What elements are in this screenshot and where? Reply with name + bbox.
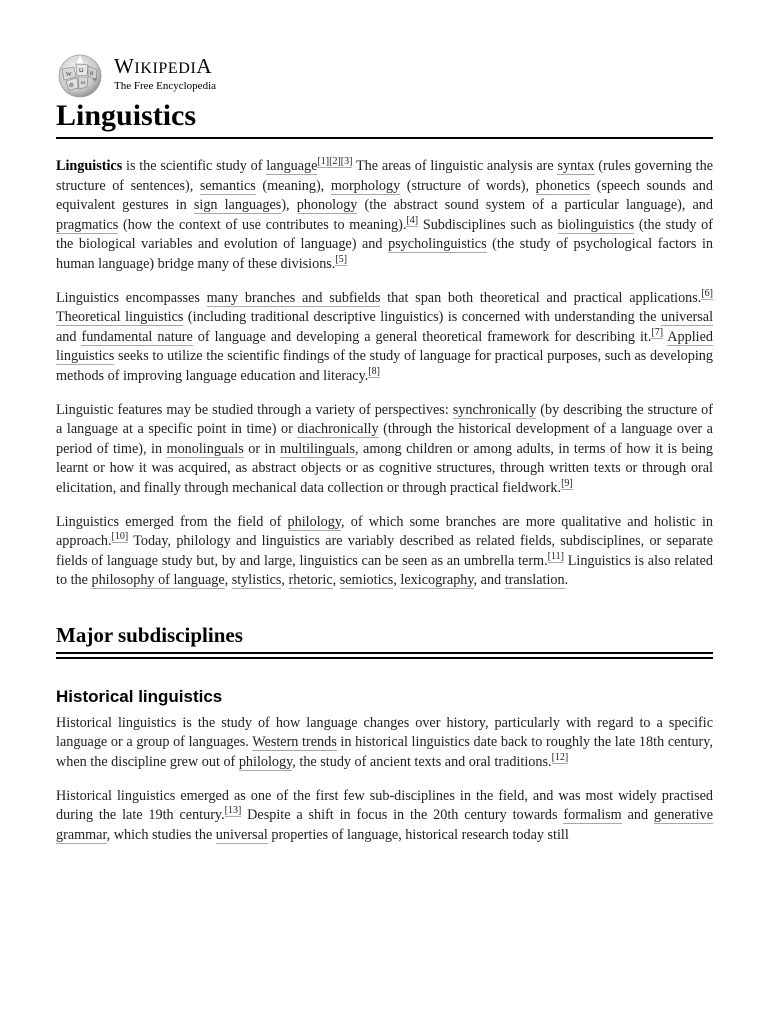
globe-glyph: И bbox=[90, 72, 94, 77]
page-title: Linguistics bbox=[56, 99, 197, 132]
link-translation[interactable]: translation bbox=[504, 572, 565, 589]
title-divider bbox=[56, 137, 713, 139]
section-heading-major-subdisciplines: Major subdisciplines bbox=[56, 622, 243, 647]
globe-glyph: ウ bbox=[92, 79, 98, 84]
paragraph-intro: Linguistics is the scientific study of language[1][2][3] The areas of linguistic analysis are syntax (rules governing the structure of sentences), semantics (meaning), morphology (structure of words), phonetics (speech sounds and equivalent gestures in sign languages), phonology (the abstract sound system of a particular language), and pragmatics (how the context of use contributes to meaning).[4] Subdisciplines such as biolinguistics (the study of the biological variables and evolution of language) and psycholinguistics (the study of psychological factors in human language) bridge many of these divisions.[5] bbox=[56, 156, 713, 272]
paragraph-philology: Linguistics emerged from the field of philology, of which some branches are more qualitative and holistic in approach.[10] Today, philology and linguistics are variably described as related fields, subdisciplines, or separate fields of language study but, by and large, linguistics can be seen as an umbrella term.[11] Linguistics is also related to the philosophy of language, stylistics, rhetoric, semiotics, lexicography, and translation. bbox=[56, 513, 713, 589]
link-philology[interactable]: philology bbox=[287, 513, 341, 530]
citation[interactable]: [6] bbox=[701, 287, 714, 299]
link-fundamental-nature[interactable]: fundamental nature bbox=[81, 328, 193, 345]
link-stylistics[interactable]: stylistics bbox=[231, 572, 282, 589]
subsection-heading-historical-linguistics: Historical linguistics bbox=[56, 686, 223, 706]
link-semiotics[interactable]: semiotics bbox=[339, 572, 394, 589]
citation[interactable]: [13] bbox=[224, 805, 242, 817]
link-generative-grammar[interactable]: generative grammar bbox=[56, 807, 713, 843]
link-morphology[interactable]: morphology bbox=[330, 177, 401, 194]
globe-glyph: Ω bbox=[79, 68, 84, 74]
paragraph-branches: Linguistics encompasses many branches and subfields that span both theoretical and practical applications.[6] Theoretical linguistics (including traditional descriptive linguistics) is concerned with understanding the universal and fundamental nature of language and developing a general theoretical framework for describing it.[7] Applied linguistics seeks to utilize the scientific findings of the study of language for practical purposes, such as developing methods of improving language education and literacy.[8] bbox=[56, 287, 714, 384]
globe-glyph: 維 bbox=[69, 84, 75, 89]
section-divider bbox=[56, 652, 713, 659]
link-philology[interactable]: philology bbox=[238, 754, 293, 771]
link-syntax[interactable]: syntax bbox=[557, 158, 595, 174]
link-semantics[interactable]: semantics bbox=[199, 177, 256, 194]
citation[interactable]: [11] bbox=[547, 550, 564, 562]
link-branches[interactable]: many branches and subfields bbox=[206, 289, 381, 306]
citation[interactable]: [12] bbox=[551, 752, 569, 764]
link-theoretical-linguistics[interactable]: Theoretical linguistics bbox=[56, 309, 184, 326]
link-rhetoric[interactable]: rhetoric bbox=[288, 572, 333, 589]
link-applied-linguistics[interactable]: Applied linguistics bbox=[56, 328, 713, 365]
wordmark-title: WIKIPEDIA bbox=[114, 54, 213, 78]
wordmark bbox=[114, 56, 216, 93]
link-multilinguals[interactable]: multilinguals bbox=[280, 440, 355, 457]
wordmark-tagline: The Free Encyclopedia bbox=[114, 80, 217, 92]
citation[interactable]: [1][2][3] bbox=[317, 156, 353, 167]
citation[interactable]: [4] bbox=[406, 214, 419, 226]
citation[interactable]: [5] bbox=[335, 253, 348, 265]
paragraph-perspectives: Linguistic features may be studied through a variety of perspectives: synchronically (by describing the structure of a language at a specific point in time) or diachronically (through the historical development of a language over a period of time), in monolinguals or in multilinguals, among children or among adults, in terms of how it is being learnt or how it was acquired, as abstract objects or as cognitive structures, through written texts or through oral elicitation, and finally through mechanical data collection or through practical fieldwork.[9] bbox=[56, 401, 714, 496]
link-phonetics[interactable]: phonetics bbox=[535, 177, 591, 194]
link-pragmatics[interactable]: pragmatics bbox=[56, 216, 119, 233]
wikipedia-globe-icon bbox=[56, 52, 106, 98]
globe-glyph: ω bbox=[81, 80, 85, 86]
paragraph-historical-1: Historical linguistics is the study of how language changes over history, particularly with regard to a specific language or a group of languages. Western trends in historical linguistics date back to roughly the late 18th century, when the discipline grew out of philology, the study of ancient texts and oral traditions.[12] bbox=[56, 714, 713, 771]
link-western-trends[interactable]: Western trends bbox=[252, 734, 337, 751]
globe-glyph: W bbox=[66, 72, 72, 78]
citation[interactable]: [7] bbox=[651, 326, 664, 338]
wikipedia-logo[interactable] bbox=[56, 52, 216, 102]
link-philosophy-of-language[interactable]: philosophy of language bbox=[91, 572, 225, 589]
citation[interactable]: [9] bbox=[561, 477, 573, 489]
link-monolinguals[interactable]: monolinguals bbox=[166, 440, 244, 457]
link-synchronically[interactable]: synchronically bbox=[452, 401, 537, 418]
link-language[interactable]: language bbox=[266, 158, 318, 174]
link-universal[interactable]: universal bbox=[215, 826, 268, 843]
link-diachronically[interactable]: diachronically bbox=[297, 421, 379, 438]
link-sign-languages[interactable]: sign languages bbox=[193, 197, 282, 214]
link-phonology[interactable]: phonology bbox=[296, 197, 358, 214]
citation[interactable]: [10] bbox=[111, 531, 129, 543]
link-lexicography[interactable]: lexicography bbox=[400, 572, 474, 589]
link-formalism[interactable]: formalism bbox=[563, 807, 622, 824]
link-biolinguistics[interactable]: biolinguistics bbox=[557, 216, 635, 233]
link-universal[interactable]: universal bbox=[661, 309, 714, 326]
citation[interactable]: [8] bbox=[368, 365, 380, 377]
paragraph-historical-2: Historical linguistics emerged as one of the first few sub-disciplines in the field, and was most widely practised during the late 19th century.[13] Despite a shift in focus in the 20th century towards formalism and generative grammar, which studies the universal properties of language, historical research today still bbox=[56, 787, 713, 843]
link-psycholinguistics[interactable]: psycholinguistics bbox=[388, 236, 487, 253]
bold-term: Linguistics bbox=[56, 158, 123, 174]
article-body bbox=[56, 157, 713, 859]
